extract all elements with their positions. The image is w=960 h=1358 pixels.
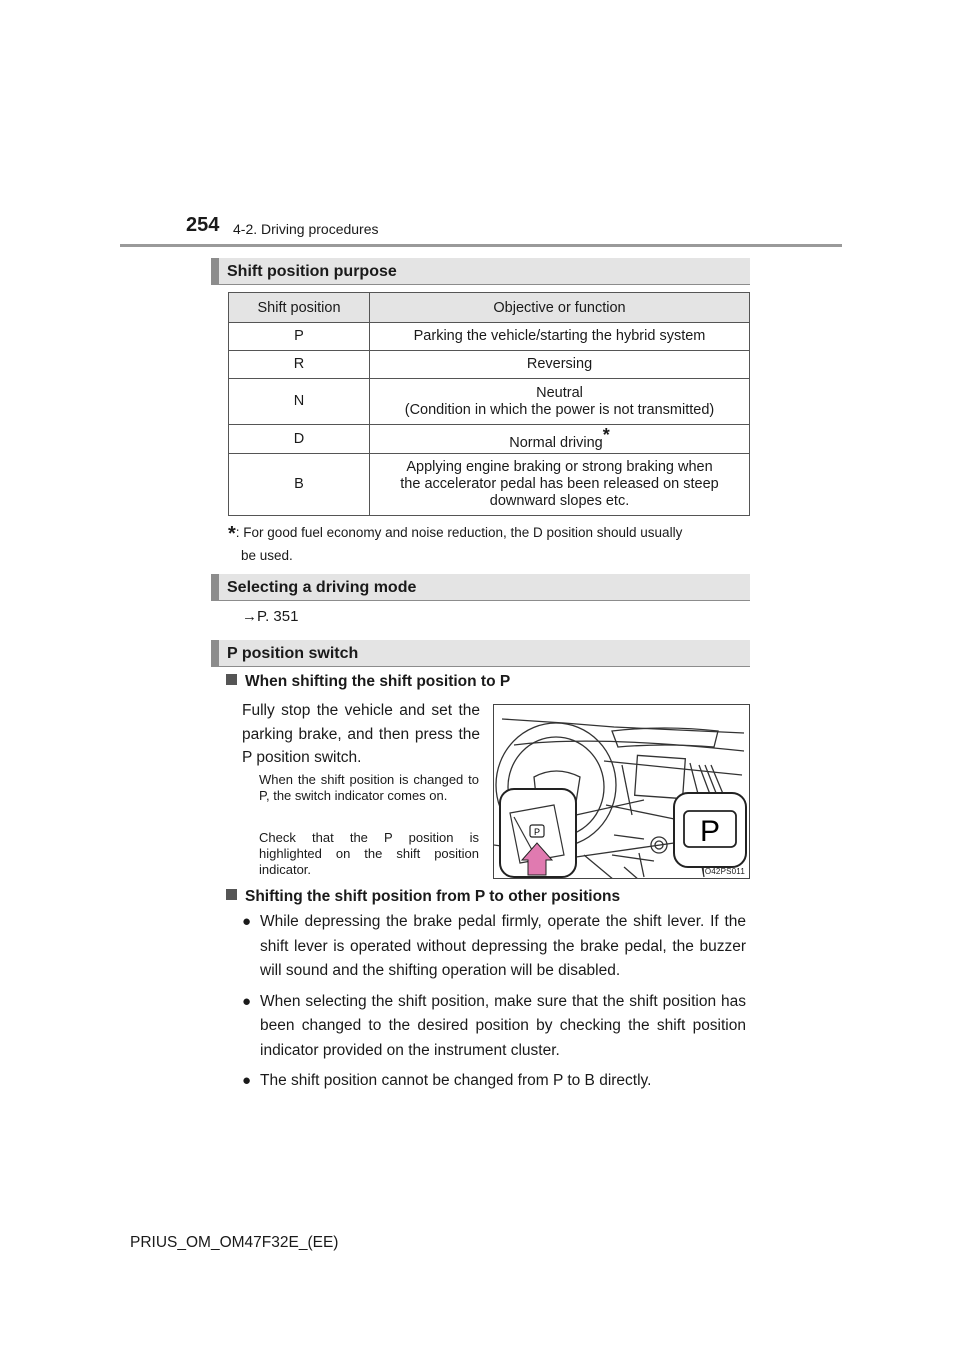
shift-position-cell: R bbox=[229, 351, 370, 379]
subheading-shift-from-p bbox=[226, 888, 620, 906]
table-header-cell: Shift position bbox=[229, 293, 370, 323]
section-heading-p-switch: P position switch bbox=[211, 640, 750, 667]
section-heading-shift-purpose: Shift position purpose bbox=[211, 258, 750, 285]
note-text: Check that the P position is highlighted on the shift position indicator. bbox=[259, 830, 479, 877]
function-cell bbox=[370, 454, 750, 516]
function-cell bbox=[370, 425, 750, 454]
list-item-text: When selecting the shift position, make sure that the shift position has been changed to the desired position by checking the shift position indicator provided on the instrument cluster. bbox=[260, 992, 746, 1059]
document-code: PRIUS_OM_OM47F32E_(EE) bbox=[130, 1234, 339, 1251]
footnote-marker: * bbox=[602, 424, 610, 445]
shift-position-cell: P bbox=[229, 323, 370, 351]
list-item bbox=[242, 990, 746, 1064]
function-text: Neutral bbox=[536, 384, 583, 401]
function-text: Normal driving bbox=[509, 434, 603, 451]
dashboard-drawing bbox=[494, 705, 750, 879]
shift-position-cell: D bbox=[229, 425, 370, 454]
note-text: When the shift position is changed to P, the switch indicator comes on. bbox=[259, 772, 479, 803]
shift-position-cell: N bbox=[229, 379, 370, 425]
subheading-text: Shifting the shift position from P to other positions bbox=[245, 888, 621, 905]
list-item bbox=[242, 910, 746, 984]
bullet-dot-icon: ● bbox=[242, 1072, 252, 1089]
function-text: downward slopes etc. bbox=[489, 493, 630, 509]
function-cell bbox=[370, 323, 750, 351]
shift-position-table bbox=[228, 292, 750, 516]
page-number: 254 bbox=[186, 214, 220, 236]
function-cell bbox=[370, 379, 750, 425]
chapter-title: 4-2. Driving procedures bbox=[233, 221, 379, 237]
dashboard-illustration bbox=[493, 704, 750, 879]
footnote-text: : For good fuel economy and noise reduction, the D position should usually bbox=[235, 525, 683, 540]
table-row bbox=[229, 351, 750, 379]
function-text: Reversing bbox=[526, 356, 593, 372]
subheading-shift-to-p bbox=[226, 673, 510, 691]
square-bullet-icon bbox=[226, 889, 237, 900]
list-item-text: While depressing the brake pedal firmly, operate the shift lever. If the shift lever is operated without depressing the brake pedal, the buzzer will sound and the shifting operation will be disabled. bbox=[260, 913, 746, 979]
section-heading-driving-mode: Selecting a driving mode bbox=[211, 574, 750, 601]
p-indicator-letter: P bbox=[699, 815, 721, 848]
function-text: Parking the vehicle/starting the hybrid system bbox=[413, 328, 706, 344]
table-header-cell: Objective or function bbox=[370, 293, 750, 323]
footnote-star: * bbox=[228, 523, 236, 545]
instruction-text: Fully stop the vehicle and set the parking brake, and then press the P position switch. bbox=[242, 702, 480, 766]
bullet-dot-icon: ● bbox=[242, 913, 252, 930]
function-text: (Condition in which the power is not transmitted) bbox=[404, 401, 715, 418]
subheading-text: When shifting the shift position to P bbox=[245, 673, 511, 690]
page-reference-link[interactable]: →P. 351 bbox=[242, 608, 299, 625]
header-rule bbox=[120, 244, 842, 247]
p-button-letter: P bbox=[533, 827, 541, 837]
figure-code: IO42PS011 bbox=[702, 867, 745, 876]
function-text: the accelerator pedal has been released on steep bbox=[400, 476, 719, 492]
table-header-row bbox=[229, 293, 750, 323]
table-row bbox=[229, 454, 750, 516]
square-bullet-icon bbox=[226, 674, 237, 685]
footnote-text: be used. bbox=[241, 548, 293, 563]
bullet-list bbox=[242, 910, 746, 1100]
list-item bbox=[242, 1069, 746, 1094]
list-item-text: The shift position cannot be changed from P to B directly. bbox=[260, 1072, 652, 1089]
function-cell bbox=[370, 351, 750, 379]
table-row bbox=[229, 379, 750, 425]
bullet-dot-icon: ● bbox=[242, 992, 252, 1010]
table-row bbox=[229, 425, 750, 454]
footnote bbox=[228, 522, 748, 566]
shift-position-cell: B bbox=[229, 454, 370, 516]
table-row bbox=[229, 323, 750, 351]
function-text: Applying engine braking or strong braking when bbox=[406, 459, 713, 475]
